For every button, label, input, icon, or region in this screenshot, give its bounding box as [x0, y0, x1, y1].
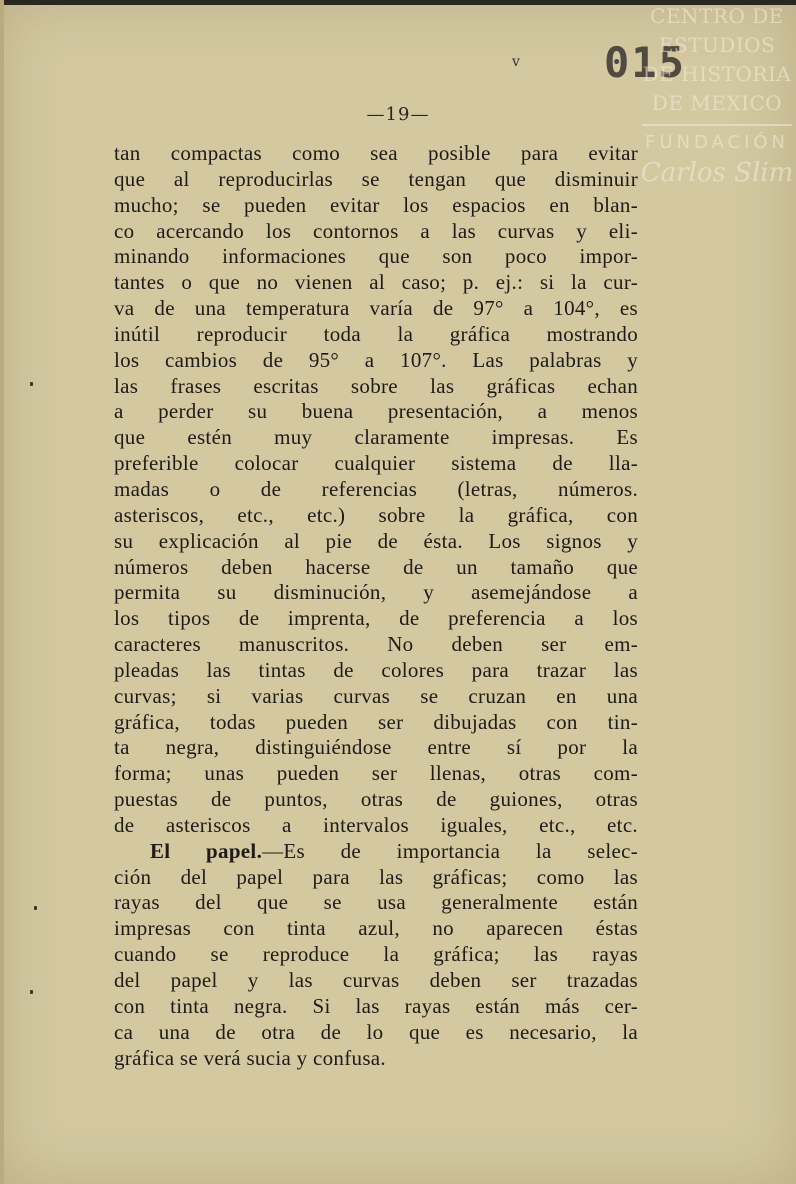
text-line: las frases escritas sobre las gráficas echan — [114, 373, 638, 398]
text-line: madas o de referencias (letras, números. — [114, 476, 638, 501]
text-line: que estén muy claramente impresas. Es — [114, 425, 638, 450]
text-line: pleadas las tintas de colores para trazar las — [114, 657, 638, 682]
text-line: su explicación al pie de ésta. Los signos y — [114, 528, 638, 553]
text-line: asteriscos, etc., etc.) sobre la gráfica, con — [114, 502, 638, 527]
text-line: permita su disminución, y asemejándose a — [114, 580, 638, 605]
text-line: números deben hacerse de un tamaño que — [114, 554, 638, 579]
text-line: co acercando los contornos a las curvas y eli- — [114, 218, 638, 243]
watermark-line: DE HISTORIA — [642, 62, 792, 86]
stamp-tick: v — [512, 54, 520, 70]
text-line: caracteres manuscritos. No deben ser em- — [114, 632, 638, 657]
text-line: los cambios de 95° a 107°. Las palabras y — [114, 347, 638, 372]
margin-speck — [30, 990, 33, 994]
text-line: cuando se reproduce la gráfica; las rayas — [114, 942, 638, 967]
section-first-line — [114, 839, 638, 865]
archive-stamp-number: 015 — [604, 38, 686, 87]
body-text — [114, 141, 638, 1071]
text-line: ción del papel para las gráficas; como las — [114, 864, 638, 889]
section-heading: El papel. — [150, 838, 263, 863]
text-line: gráfica se verá sucia y confusa. — [114, 1045, 386, 1070]
text-line: curvas; si varias curvas se cruzan en una — [114, 683, 638, 708]
text-line: forma; unas pueden ser llenas, otras com- — [114, 761, 638, 786]
text-line: gráfica, todas pueden ser dibujadas con tin- — [114, 709, 638, 734]
page-left-edge — [0, 0, 4, 1184]
page-number: —19— — [366, 104, 430, 125]
margin-speck — [34, 906, 37, 910]
watermark-signature: Carlos Slim — [640, 158, 794, 188]
text-line: los tipos de imprenta, de preferencia a los — [114, 606, 638, 631]
text-line: inútil reproducir toda la gráfica mostrando — [114, 321, 638, 346]
section-first-line-text: —Es de importancia la selec- — [262, 838, 638, 863]
watermark-foundation: FUNDACIÓN — [644, 132, 790, 153]
text-line: del papel y las curvas deben ser trazadas — [114, 968, 638, 992]
text-line: a perder su buena presentación, a menos — [114, 399, 638, 424]
text-line: puestas de puntos, otras de guiones, otras — [114, 787, 638, 812]
watermark-line: ESTUDIOS — [658, 33, 776, 57]
margin-speck — [30, 382, 33, 386]
text-line: va de una temperatura varía de 97° a 104°, es — [114, 296, 638, 321]
watermark-line: CENTRO DE — [650, 4, 784, 28]
archive-watermark — [638, 2, 796, 190]
text-line: tantes o que no vienen al caso; p. ej.: si la cur- — [114, 270, 638, 295]
watermark-line: DE MEXICO — [651, 91, 783, 115]
text-line: mucho; se pueden evitar los espacios en blan- — [114, 192, 638, 217]
text-line: que al reproducirlas se tengan que disminuir — [114, 166, 638, 191]
text-line: preferible colocar cualquier sistema de lla- — [114, 451, 638, 476]
text-line: tan compactas como sea posible para evitar — [114, 141, 638, 165]
text-line: ta negra, distinguiéndose entre sí por la — [114, 735, 638, 760]
text-line: impresas con tinta azul, no aparecen éstas — [114, 916, 638, 941]
text-line: minando informaciones que son poco impor- — [114, 244, 638, 269]
text-line: rayas del que se usa generalmente están — [114, 890, 638, 915]
text-line: de asteriscos a intervalos iguales, etc., etc. — [114, 812, 638, 837]
text-line: con tinta negra. Si las rayas están más cer- — [114, 993, 638, 1018]
text-line: ca una de otra de lo que es necesario, la — [114, 1019, 638, 1044]
